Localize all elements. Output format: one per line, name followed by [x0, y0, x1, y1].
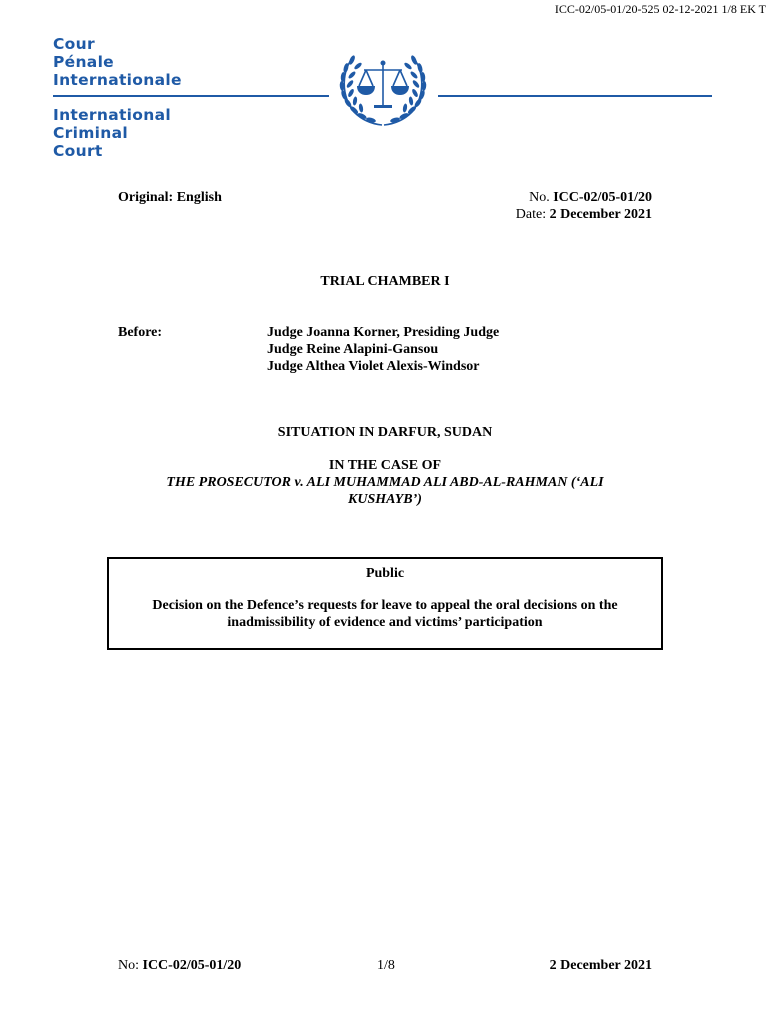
judges-list: [267, 324, 499, 375]
footer-document-number: [118, 957, 241, 974]
footer-number-value: ICC-02/05-01/20: [142, 958, 242, 973]
case-of-heading: IN THE CASE OF: [328, 458, 442, 473]
chamber-heading: TRIAL CHAMBER I: [320, 274, 450, 289]
public-decision-box: [107, 557, 663, 650]
original-language: Original: English: [118, 190, 222, 205]
document-date-label: Date:: [515, 207, 550, 222]
document-number-label: No.: [529, 190, 554, 205]
judge-name: Judge Althea Violet Alexis-Windsor: [267, 359, 480, 374]
court-name-line: Criminal: [53, 124, 129, 142]
situation-heading: SITUATION IN DARFUR, SUDAN: [277, 425, 493, 440]
court-name-line: Pénale: [53, 53, 114, 71]
classification-label: Public: [365, 566, 405, 581]
header-rule-left: [53, 95, 329, 97]
before-label: Before:: [118, 325, 163, 340]
footer-page-number: 1/8: [377, 958, 395, 973]
case-title: THE PROSECUTOR v. ALI MUHAMMAD ALI ABD-AL-RAHMAN (‘ALI KUSHAYB’): [166, 475, 604, 507]
document-number: [529, 189, 652, 206]
court-name-french: [53, 35, 182, 89]
document-date: [516, 206, 652, 223]
court-name-line: Internationale: [53, 71, 182, 89]
decision-title: Decision on the Defence’s requests for leave to appeal the oral decisions on the inadmissibility of evidence and victims’ participation: [152, 598, 618, 630]
court-name-line: International: [53, 106, 171, 124]
judge-name: Judge Reine Alapini-Gansou: [267, 342, 439, 357]
footer-date: 2 December 2021: [549, 958, 652, 973]
judge-name: Judge Joanna Korner, Presiding Judge: [267, 325, 500, 340]
document-stamp: ICC-02/05-01/20-525 02-12-2021 1/8 EK T: [554, 2, 766, 16]
court-name-line: Cour: [53, 35, 95, 53]
document-date-value: 2 December 2021: [549, 207, 652, 222]
footer-number-label: No:: [118, 958, 143, 973]
document-number-value: ICC-02/05-01/20: [553, 190, 652, 205]
header-rule-right: [438, 95, 712, 97]
scales-of-justice-laurel-icon: [332, 48, 434, 130]
court-name-line: Court: [53, 142, 103, 160]
court-name-english: [53, 106, 171, 160]
